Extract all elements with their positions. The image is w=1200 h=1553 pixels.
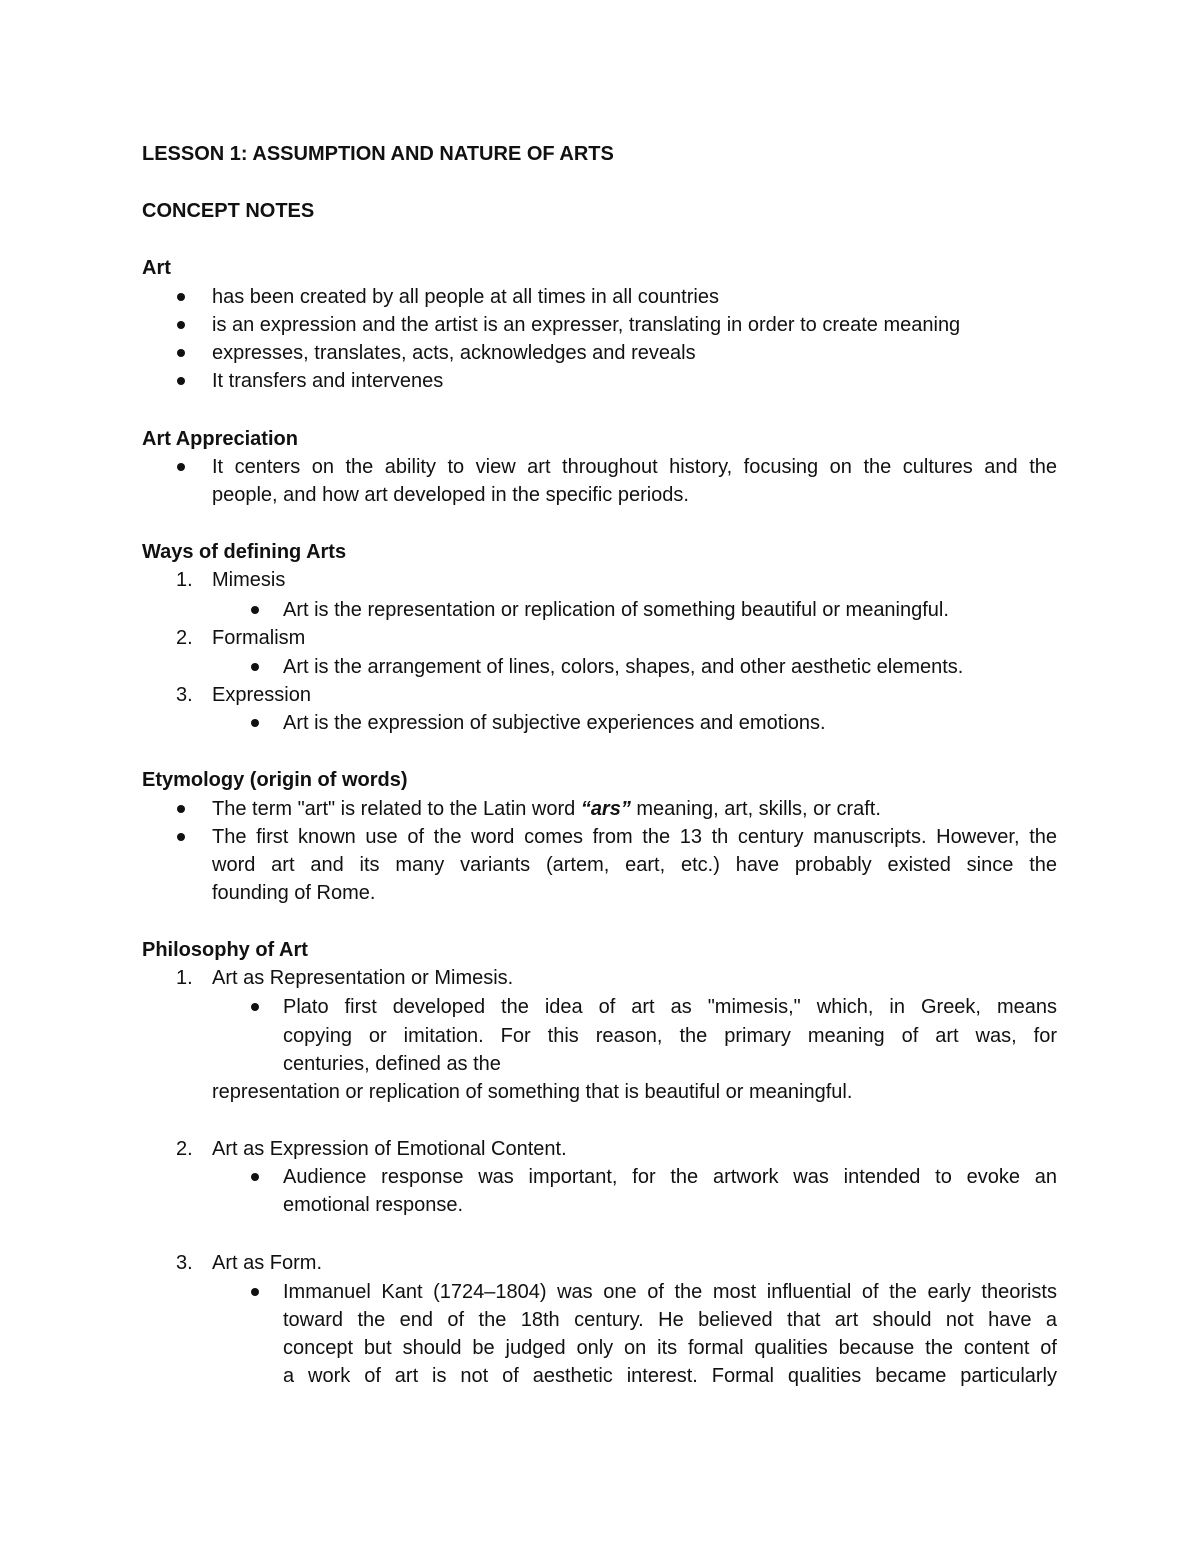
- art-bullet-2: is an expression and the artist is an expresser, translating in order to create meaning: [212, 314, 961, 336]
- ways-item-label: Expression: [212, 684, 311, 706]
- philosophy-item-number: 3.: [176, 1252, 193, 1274]
- bullet-icon: [177, 349, 185, 357]
- etymology-line: The first known use of the word comes from the 13 th century manuscripts. However, the: [212, 826, 1057, 848]
- philosophy-item-number: 2.: [176, 1138, 193, 1160]
- philosophy-line: copying or imitation. For this reason, the primary meaning of art was, for: [283, 1025, 1057, 1047]
- ways-item-number: 2.: [176, 627, 193, 649]
- bullet-icon: [251, 719, 259, 727]
- philosophy-line: emotional response.: [283, 1194, 464, 1216]
- etymology-bullet-1: [212, 795, 881, 823]
- art-bullet-3: expresses, translates, acts, acknowledges and reveals: [212, 342, 696, 364]
- philosophy-line: representation or replication of something that is beautiful or meaningful.: [212, 1081, 853, 1103]
- philosophy-item-label: Art as Form.: [212, 1252, 323, 1274]
- concept-notes-heading: CONCEPT NOTES: [142, 200, 315, 222]
- bullet-icon: [177, 463, 185, 471]
- bullet-icon: [251, 663, 259, 671]
- philosophy-line: toward the end of the 18th century. He believed that art should not have a: [283, 1309, 1057, 1331]
- philosophy-line: concept but should be judged only on its formal qualities because the content of: [283, 1337, 1057, 1359]
- ways-item-bullet: Art is the expression of subjective experiences and emotions.: [283, 712, 826, 734]
- art-bullet-1: has been created by all people at all times in all countries: [212, 286, 719, 308]
- art-heading: Art: [142, 257, 171, 279]
- ways-item-bullet: Art is the representation or replication of something beautiful or meaningful.: [283, 599, 949, 621]
- etymology-line: founding of Rome.: [212, 882, 376, 904]
- bullet-icon: [251, 606, 259, 614]
- etymology-line: word art and its many variants (artem, eart, etc.) have probably existed since the: [212, 854, 1057, 876]
- philosophy-line: centuries, defined as the: [283, 1053, 501, 1075]
- appreciation-line-2: people, and how art developed in the specific periods.: [212, 484, 689, 506]
- philosophy-heading: Philosophy of Art: [142, 939, 308, 961]
- bullet-icon: [177, 805, 185, 813]
- philosophy-item-number: 1.: [176, 967, 193, 989]
- latin-term: “ars”: [580, 798, 631, 820]
- ways-item-label: Mimesis: [212, 569, 286, 591]
- art-bullet-4: It transfers and intervenes: [212, 370, 444, 392]
- philosophy-line: a work of art is not of aesthetic interest. Formal qualities became particularly: [283, 1365, 1057, 1387]
- philosophy-line: Audience response was important, for the artwork was intended to evoke an: [283, 1166, 1057, 1188]
- bullet-icon: [177, 321, 185, 329]
- bullet-icon: [251, 1173, 259, 1181]
- ways-item-number: 3.: [176, 684, 193, 706]
- bullet-icon: [251, 1003, 259, 1011]
- bullet-icon: [177, 377, 185, 385]
- lesson-title: LESSON 1: ASSUMPTION AND NATURE OF ARTS: [142, 143, 614, 165]
- etymology-text: meaning, art, skills, or craft.: [630, 798, 881, 820]
- bullet-icon: [251, 1288, 259, 1296]
- etymology-heading: Etymology (origin of words): [142, 769, 408, 791]
- art-appreciation-heading: Art Appreciation: [142, 428, 298, 450]
- philosophy-item-label: Art as Expression of Emotional Content.: [212, 1138, 567, 1160]
- ways-item-number: 1.: [176, 569, 193, 591]
- etymology-text: The term "art" is related to the Latin word: [212, 798, 581, 820]
- philosophy-item-label: Art as Representation or Mimesis.: [212, 967, 514, 989]
- bullet-icon: [177, 293, 185, 301]
- philosophy-line: Immanuel Kant (1724–1804) was one of the most influential of the early theorists: [283, 1281, 1057, 1303]
- philosophy-line: Plato first developed the idea of art as "mimesis," which, in Greek, means: [283, 996, 1057, 1018]
- appreciation-line-1: It centers on the ability to view art throughout history, focusing on the cultures and the: [212, 456, 1057, 478]
- bullet-icon: [177, 833, 185, 841]
- ways-item-label: Formalism: [212, 627, 306, 649]
- ways-item-bullet: Art is the arrangement of lines, colors, shapes, and other aesthetic elements.: [283, 656, 964, 678]
- ways-heading: Ways of defining Arts: [142, 541, 347, 563]
